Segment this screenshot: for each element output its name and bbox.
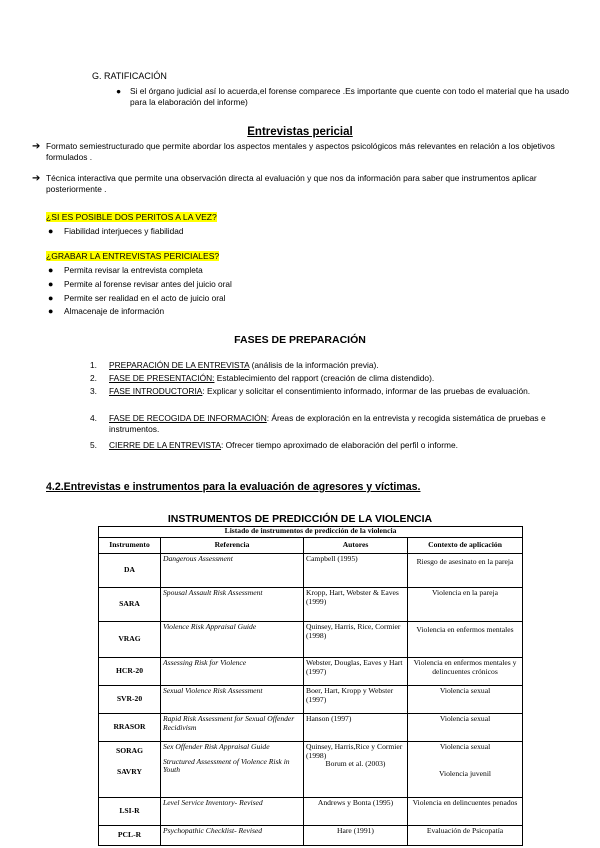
cell-autores: Boer, Hart, Kropp y Webster (1997) [304,686,408,714]
list-item [48,293,226,304]
ratificacion-bullet [116,86,570,109]
fase-item-2 [90,373,569,384]
cell-contexto: Riesgo de asesinato en la pareja [408,554,523,588]
question-grabar-text: ¿GRABAR LA ENTREVISTAS PERICIALES? [46,251,220,261]
cell-referencia: Sexual Violence Risk Assessment [161,686,304,714]
referencia-savry: Structured Assessment of Violence Risk in Youth [163,756,290,775]
cell-referencia: Level Service Inventory- Revised [161,798,304,826]
list-item-text: Permita revisar la entrevista completa [64,265,203,275]
cell-contexto: Violencia en delincuentes penados [408,798,523,826]
column-header: Contexto de aplicación [408,538,523,554]
cell-referencia [161,742,304,798]
cell-contexto: Evaluación de Psicopatía [408,826,523,846]
fase-item-4 [90,413,569,436]
table-row [99,658,523,686]
cell-instrumento: PCL-R [99,826,161,846]
table-row [99,622,523,658]
fase-text: (análisis de la información previa). [249,360,379,370]
column-header: Autores [304,538,408,554]
fase-label: FASE INTRODUCTORIA [109,386,203,396]
fase-number: 5. [90,440,97,450]
table-caption: Listado de instrumentos de predicción de la violencia [99,527,523,538]
cell-autores [304,742,408,798]
fase-text: : Áreas de exploración en la entrevista y recogida sistemática de pruebas e instrumentos. [109,413,546,435]
list-item-text: Permite al forense revisar antes del juicio oral [64,279,232,289]
ratificacion-text: Si el órgano judicial así lo acuerda,el forense comparece .Es importante que cuente con todo el material que ha usado para la elaboración del informe) [130,86,570,108]
cell-referencia: Rapid Risk Assessment for Sexual Offender Recidivism [161,714,304,742]
cell-instrumento: RRASOR [99,714,161,742]
cell-autores: Campbell (1995) [304,554,408,588]
fase-item-3 [90,386,569,397]
arrow-right-icon: ➔ [32,141,41,152]
bullet-icon: ● [48,226,54,236]
cell-autores: Hare (1991) [304,826,408,846]
cell-referencia: Assessing Risk for Violence [161,658,304,686]
list-item-text: Fiabilidad interjueces y fiabilidad [64,226,184,236]
cell-instrumento [99,742,161,798]
cell-instrumento: LSI-R [99,798,161,826]
list-item [48,265,203,276]
bullet-icon: ● [48,279,54,289]
autores-savry: Borum et al. (2003) [325,759,386,769]
cell-contexto: Violencia sexual [408,714,523,742]
fase-label: PREPARACIÓN DE LA ENTREVISTA [109,360,250,370]
cell-autores: Quinsey, Harris, Rice, Cormier (1998) [304,622,408,658]
bullet-icon: ● [48,265,54,275]
fase-text: : Explicar y solicitar el consentimiento informado, informar de las pruebas de evaluación. [202,386,531,396]
instrumento-savry: SAVRY [117,766,142,776]
fase-label: FASE DE RECOGIDA DE INFORMACIÓN [109,413,267,423]
cell-autores: Kropp, Hart, Webster & Eaves (1999) [304,588,408,622]
table-row [99,686,523,714]
autores-sorag: Quinsey, Harris,Rice y Cormier (1998) [306,742,403,760]
cell-instrumento: SVR-20 [99,686,161,714]
table-row [99,554,523,588]
question-grabar [46,251,219,263]
cell-referencia: Psychopathic Checklist- Revised [161,826,304,846]
section-4-2-heading: 4.2.Entrevistas e instrumentos para la evaluación de agresores y víctimas. [46,481,421,493]
table-row [99,798,523,826]
cell-contexto: Violencia en enfermos mentales [408,622,523,658]
fases-title: FASES DE PREPARACIÓN [234,334,366,346]
instrumentos-table [98,526,523,846]
entrevistas-item-text: Formato semiestructurado que permite abordar los aspectos mentales y aspectos psicológicos más relevantes en relación a los objetivos formulados . [46,141,555,163]
cell-instrumento: DA [99,554,161,588]
cell-referencia: Spousal Assault Risk Assessment [161,588,304,622]
arrow-right-icon: ➔ [32,173,41,184]
list-item-text: Almacenaje de información [64,306,165,316]
fase-text: : Ofrecer tiempo aproximado de elaboración del perfil o informe. [221,440,458,450]
list-item-text: Permite ser realidad en el acto de juicio oral [64,293,226,303]
bullet-icon: ● [116,86,122,96]
table-row [99,714,523,742]
entrevistas-heading: Entrevistas pericial [247,126,353,138]
cell-contexto: Violencia en la pareja [408,588,523,622]
cell-instrumento: SARA [99,588,161,622]
contexto-savry: Violencia juvenil [438,768,492,778]
fase-item-5 [90,440,569,451]
list-item [48,306,165,317]
fase-number: 4. [90,413,97,423]
cell-instrumento: HCR-20 [99,658,161,686]
table-row [99,588,523,622]
entrevistas-item-1 [32,141,566,164]
instrumentos-title: INSTRUMENTOS DE PREDICCIÓN DE LA VIOLENCIA [167,513,433,525]
fase-label: CIERRE DE LA ENTREVISTA [109,440,222,450]
table-caption-row [99,527,523,538]
fase-number: 2. [90,373,97,383]
question-peritos-text: ¿SI ES POSIBLE DOS PERITOS A LA VEZ? [46,212,217,222]
fase-text: Establecimiento del rapport (creación de clima distendido). [214,373,435,383]
fase-number: 1. [90,360,97,370]
fase-number: 3. [90,386,97,396]
referencia-sorag: Sex Offender Risk Appraisal Guide [163,742,270,751]
ratificacion-title: G. RATIFICACIÓN [92,71,167,81]
cell-contexto: Violencia en enfermos mentales y delincuentes crónicos [408,658,523,686]
table-header-row [99,538,523,554]
instrumento-sorag: SORAG [115,746,143,755]
cell-referencia: Violence Risk Appraisal Guide [161,622,304,658]
entrevistas-item-text: Técnica interactiva que permite una observación directa al evaluación y que nos da información para saber que instrumentos aplicar posteriormente . [46,173,537,195]
cell-autores: Webster, Douglas, Eaves y Hart (1997) [304,658,408,686]
table-row [99,742,523,798]
entrevistas-item-2 [32,173,566,196]
cell-autores: Hanson (1997) [304,714,408,742]
cell-contexto: Violencia sexual [408,686,523,714]
bullet-icon: ● [48,293,54,303]
column-header: Referencia [161,538,304,554]
fase-item-1 [90,360,569,371]
column-header: Instrumento [99,538,161,554]
cell-contexto [408,742,523,798]
contexto-sorag: Violencia sexual [439,742,491,751]
cell-instrumento: VRAG [99,622,161,658]
cell-autores: Andrews y Bonta (1995) [304,798,408,826]
question-peritos [46,212,217,224]
table-row [99,826,523,846]
cell-referencia: Dangerous Assessment [161,554,304,588]
list-item [48,226,184,237]
list-item [48,279,232,290]
bullet-icon: ● [48,306,54,316]
fase-label: FASE DE PRESENTACIÓN: [109,373,215,383]
